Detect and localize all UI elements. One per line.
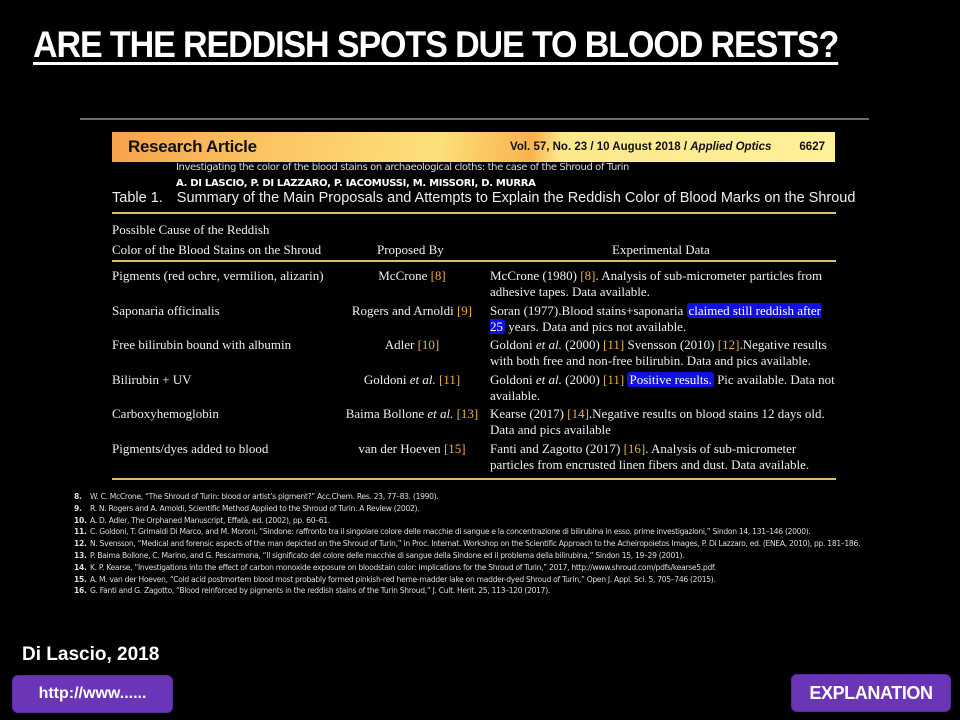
reference-text: A. M. van der Hoeven, “Cold acid postmortem blood most probably formed pinkish-red heme-madder lake on madder-dyed Shroud of Turin,” Open J. Appl. Sci. 5, 705–746 (2015).	[90, 574, 716, 584]
exp-text: et al.	[535, 337, 562, 352]
proposer-etal: et al.	[427, 406, 454, 421]
exp-text: (2000)	[561, 337, 604, 352]
reference-item	[74, 504, 934, 516]
explanation-button[interactable]: EXPLANATION	[791, 674, 951, 712]
cell-cause: Bilirubin + UV	[112, 372, 192, 387]
author-credit: Di Lascio, 2018	[22, 644, 160, 665]
exp-text: Fanti and Zagotto (2017)	[490, 441, 624, 456]
reference-number: 9.	[74, 503, 82, 513]
proposer-name: Adler	[384, 337, 415, 352]
header-experimental-data: Experimental Data	[612, 242, 710, 257]
cell-cause: Carboxyhemoglobin	[112, 406, 219, 421]
source-link-button[interactable]: http://www......	[12, 675, 173, 713]
ref-link[interactable]: [13]	[456, 406, 479, 421]
proposer-etal: et al.	[409, 372, 436, 387]
journal-name: Applied Optics	[690, 141, 772, 153]
reference-number: 8.	[74, 492, 82, 501]
reference-item	[74, 539, 934, 551]
reference-item	[74, 563, 934, 575]
ref-link[interactable]: [11]	[438, 372, 461, 387]
ref-link[interactable]: [11]	[603, 337, 625, 352]
table-caption	[112, 190, 856, 206]
ref-link[interactable]: [8]	[580, 268, 596, 283]
references-list	[74, 492, 934, 598]
exp-text: Soran (1977).Blood stains+saponaria	[490, 303, 687, 318]
exp-text: Goldoni	[490, 337, 536, 352]
reference-text: G. Fanti and G. Zagotto, “Blood reinforced by pigments in the reddish stains of the Turin Shroud,” J. Cult. Herit. 25, 113–120 (2017).	[90, 586, 550, 596]
header-cause-line1: Possible Cause of the Reddish	[112, 222, 270, 237]
exp-text: . Analysis of sub-micrometer particles from adhesive tapes. Data available.	[490, 268, 823, 299]
reference-number: 14.	[74, 562, 87, 572]
paper-subtitle: Investigating the color of the blood stains on archaeological cloths: the case of the Shroud of Turin	[176, 162, 629, 173]
proposer-name: Goldoni	[363, 372, 410, 387]
reference-number: 13.	[74, 550, 87, 560]
cell-experimental	[490, 303, 838, 335]
reference-number: 16.	[74, 586, 87, 596]
exp-text: McCrone (1980)	[490, 268, 581, 283]
ref-link[interactable]: [14]	[567, 406, 589, 421]
slide-title: ARE THE REDDISH SPOTS DUE TO BLOOD RESTS?	[33, 24, 839, 65]
reference-item	[74, 516, 934, 528]
exp-text: years. Data and pics not available.	[505, 319, 687, 334]
reference-number: 11.	[74, 527, 87, 537]
reference-text: C. Goldoni, T. Grimaldi Di Marco, and M. Moroni, “Sindone: raffronto tra il singolare colore delle macchie di sangue e la concentrazione di bilirubina in esso. prime investigazioni,” Sindon 14, 131–146 (2000).	[90, 527, 811, 537]
reference-text: R. N. Rogers and A. Arnoldi, Scientific Method Applied to the Shroud of Turin. A Review (2002).	[90, 503, 420, 513]
reference-item	[74, 586, 934, 598]
cell-proposed-by	[332, 441, 492, 457]
exp-text: .Negative results on blood stains 12 days old. Data and pics available	[490, 406, 825, 437]
reference-number: 10.	[74, 515, 87, 525]
table-number: Table 1.	[112, 190, 163, 206]
cell-experimental	[490, 268, 838, 300]
cell-experimental	[490, 441, 838, 473]
reference-item	[74, 527, 934, 539]
exp-text: et al.	[535, 372, 562, 387]
table-header-rule	[112, 260, 836, 262]
exp-text: .Negative results with both free and non-free bilirubin. Data and pics available.	[490, 337, 827, 368]
cell-cause: Pigments (red ochre, vermilion, alizarin)	[112, 268, 324, 283]
cell-proposed-by	[332, 406, 492, 422]
cell-proposed-by	[332, 303, 492, 319]
ref-link[interactable]: [9]	[456, 303, 473, 318]
reference-text: N. Svensson, “Medical and forensic aspects of the man depicted on the Shroud of Turin,” in Proc. Internat. Workshop on the Scientific Approach to the Acheiropoietos Images, P. Di Lazzaro, ed. (ENEA, 2010), pp. 181–186.	[90, 539, 861, 549]
reference-text: K. P. Kearse, “Investigations into the effect of carbon monoxide exposure on bloodstain color: implications for the Shroud of Turin,” 2017, http://www.shroud.com/pdfs/kearse5.pdf.	[90, 562, 716, 572]
proposer-name: Rogers and Arnoldi	[351, 303, 454, 318]
exp-text: Kearse (2017)	[490, 406, 568, 421]
ref-link[interactable]: [8]	[430, 268, 446, 283]
ref-link[interactable]: [15]	[443, 441, 466, 456]
proposer-name: van der Hoeven	[358, 441, 441, 456]
cell-experimental	[490, 406, 838, 438]
highlighted-text: Positive results.	[629, 372, 712, 387]
table-top-rule	[112, 212, 836, 214]
table-bottom-rule	[112, 478, 836, 480]
exp-text: Svensson (2010)	[624, 337, 718, 352]
proposer-name: Baima Bollone	[345, 406, 428, 421]
cell-proposed-by	[332, 337, 492, 353]
reference-text: W. C. McCrone, “The Shroud of Turin: blood or artist’s pigment?” Acc.Chem. Res. 23, 77–83. (1990).	[90, 492, 439, 501]
reference-item	[74, 492, 934, 504]
page-number: 6627	[799, 141, 825, 153]
cell-cause: Saponaria officinalis	[112, 303, 220, 318]
paper-authors: A. DI LASCIO, P. DI LAZZARO, P. IACOMUSSI, M. MISSORI, D. MURRA	[176, 178, 536, 189]
cell-experimental	[490, 337, 838, 369]
header-proposed-by: Proposed By	[377, 242, 444, 257]
reference-item	[74, 575, 934, 587]
cell-proposed-by	[332, 268, 492, 284]
table-caption-text: Summary of the Main Proposals and Attempts to Explain the Reddish Color of Blood Marks on the Shroud	[176, 190, 856, 206]
divider	[80, 118, 869, 120]
exp-text: Pic available. Data not available.	[490, 372, 835, 403]
ref-link[interactable]: [12]	[717, 337, 740, 352]
reference-number: 15.	[74, 574, 87, 584]
exp-text: (2000)	[561, 372, 604, 387]
cell-cause: Free bilirubin bound with albumin	[112, 337, 292, 352]
ref-link[interactable]: [10]	[417, 337, 440, 352]
ref-link[interactable]: [11]	[603, 372, 625, 387]
banner-label: Research Article	[128, 137, 257, 156]
journal-banner	[112, 132, 835, 162]
proposer-name: McCrone	[378, 268, 428, 283]
volume-text: Vol. 57, No. 23 / 10 August 2018 /	[510, 141, 691, 153]
reference-item	[74, 551, 934, 563]
cell-experimental	[490, 372, 838, 404]
ref-link[interactable]: [16]	[623, 441, 646, 456]
reference-number: 12.	[74, 539, 87, 549]
exp-text: . Analysis of sub-micrometer particles from encrusted linen fibers and dust. Data available.	[490, 441, 810, 472]
cell-proposed-by	[332, 372, 492, 388]
exp-text: Goldoni	[490, 372, 536, 387]
reference-text: A. D. Adler, The Orphaned Manuscript, Effatà, ed. (2002), pp. 60–61.	[90, 515, 330, 525]
cell-cause: Pigments/dyes added to blood	[112, 441, 269, 456]
reference-text: P. Baima Bollone, C. Marino, and G. Pescarmona, “Il significato del colore delle macchie di sangue della Sindone ed il problema della bilirubina,” Sindon 15, 19–29 (2001).	[90, 550, 685, 560]
header-cause-line2: Color of the Blood Stains on the Shroud	[112, 242, 322, 257]
highlighted-text: claimed still reddish after 25	[490, 303, 822, 334]
volume-info	[510, 141, 771, 153]
